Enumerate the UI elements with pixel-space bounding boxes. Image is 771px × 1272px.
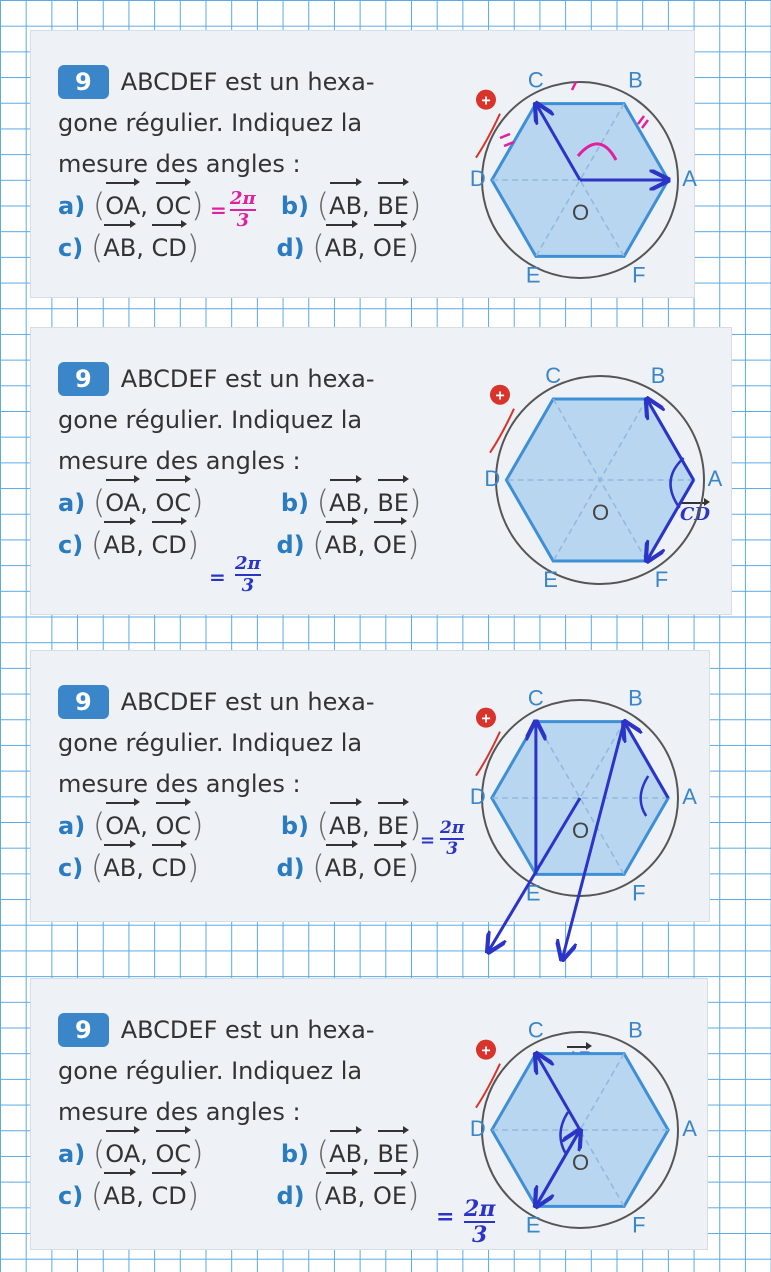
vertex-label-e: E (525, 880, 541, 906)
vector-label-cd: CD (680, 504, 710, 525)
exercise-number-badge: 9 (58, 65, 109, 99)
vector-ab: AB (325, 1176, 358, 1217)
vertex-label-d: D (469, 166, 486, 191)
exercise-text-line-1: ABCDEF est un hexa- (120, 1016, 375, 1044)
exercise-line-1 (58, 1010, 421, 1051)
question-label-a: a) (58, 489, 86, 517)
exercise-line-1 (58, 682, 421, 723)
answer-a-fraction: 2π 3 (230, 188, 256, 231)
questions-row-1: a) (OA, OC) b) (AB, BE) (58, 1133, 421, 1175)
vector-ab: AB (329, 483, 362, 524)
vector-ab: AB (103, 848, 136, 889)
exercise-text-line-2: gone régulier. Indiquez la (58, 406, 363, 434)
question-label-d: d) (276, 854, 305, 882)
vertex-label-f: F (632, 880, 646, 906)
exercise-text (58, 682, 421, 889)
exercise-text-line-1: ABCDEF est un hexa- (120, 68, 375, 96)
orientation-plus-sign: + (481, 1042, 491, 1060)
exercise-text-line-1: ABCDEF est un hexa- (120, 688, 375, 716)
vector-oc: OC (155, 1134, 191, 1175)
answer-b-fraction: 2π 3 (440, 818, 465, 859)
vector-oc: OC (155, 806, 191, 847)
exercise-text (58, 62, 421, 269)
question-label-c: c) (58, 531, 84, 559)
vector-ab: AB (329, 1134, 362, 1175)
vector-cd: CD (151, 848, 186, 889)
hexagon-figure-2 (480, 362, 730, 602)
vector-oe: OE (373, 228, 407, 269)
vector-ab: AB (325, 228, 358, 269)
vector-be: BE (377, 186, 409, 227)
question-label-d: d) (276, 1182, 305, 1210)
vertex-label-a: A (682, 784, 697, 809)
vector-oe: OE (373, 1176, 407, 1217)
orientation-plus-sign: + (481, 710, 491, 728)
vector-oc: OC (155, 483, 191, 524)
questions-row-2: c) (AB, CD) d) (AB, OE) (58, 847, 421, 889)
question-label-a: a) (58, 1140, 86, 1168)
exercise-text-line-2: gone régulier. Indiquez la (58, 1057, 363, 1085)
vertex-label-b: B (650, 362, 666, 388)
vector-ab: AB (103, 228, 136, 269)
answer-b-equals: = (420, 830, 436, 851)
answer-c-fraction: 2π 3 (235, 553, 261, 596)
orientation-arrow (476, 114, 500, 158)
vector-ab: AB (325, 525, 358, 566)
orientation-arrow (476, 1064, 500, 1108)
vector-cd: CD (151, 525, 186, 566)
exercise-number-badge: 9 (58, 685, 109, 719)
vertex-label-f: F (632, 1212, 646, 1238)
center-label-o: O (592, 500, 610, 525)
question-label-d: d) (276, 234, 305, 262)
vector-ab: AB (329, 806, 362, 847)
exercise-line-1 (58, 62, 421, 103)
vertex-label-e: E (525, 1212, 541, 1238)
vector-oe: OE (373, 525, 407, 566)
vector-cd: CD (151, 228, 186, 269)
vertex-label-e: E (525, 262, 541, 288)
vertex-label-a: A (707, 466, 723, 491)
vertex-label-d: D (469, 784, 486, 809)
vertex-label-c: C (545, 362, 562, 388)
answer-a-equals: = (210, 198, 227, 222)
vertex-label-b: B (628, 67, 643, 93)
exercise-text-line-2: gone régulier. Indiquez la (58, 729, 363, 757)
vertex-label-d: D (469, 1116, 486, 1141)
exercise-text-line-3: mesure des angles : (58, 770, 301, 798)
question-label-b: b) (280, 489, 310, 517)
question-label-b: b) (280, 192, 310, 220)
questions-row-2: c) (AB, CD) d) (AB, OE) (58, 524, 421, 566)
orientation-plus-sign: + (495, 387, 505, 405)
vector-oa: OA (105, 806, 140, 847)
exercise-text-line-3: mesure des angles : (58, 1098, 301, 1126)
answer-c-equals: = (209, 565, 226, 589)
exercise-text-line-2: gone régulier. Indiquez la (58, 109, 363, 137)
vertex-label-c: C (527, 67, 544, 93)
vector-oa: OA (105, 186, 140, 227)
vector-oe: OE (373, 848, 407, 889)
hexagon-figure-3 (470, 680, 710, 955)
questions-row-1: a) (OA, OC) b) (AB, BE) (58, 185, 421, 227)
vertex-label-e: E (543, 567, 558, 593)
center-label-o: O (572, 200, 590, 225)
vector-ab: AB (325, 848, 358, 889)
vector-cd: CD (151, 1176, 186, 1217)
vector-oc: OC (155, 186, 191, 227)
exercise-number-badge: 9 (58, 1013, 109, 1047)
question-label-a: a) (58, 812, 86, 840)
vertex-label-a: A (682, 166, 697, 191)
question-label-b: b) (280, 812, 310, 840)
exercise-number-badge: 9 (58, 362, 109, 396)
vector-be: BE (377, 806, 409, 847)
question-label-b: b) (280, 1140, 310, 1168)
answer-d-equals: = (436, 1204, 455, 1230)
vertex-label-d: D (484, 466, 501, 491)
vector-ab: AB (329, 186, 362, 227)
vector-ab: AB (103, 1176, 136, 1217)
vector-be: BE (377, 483, 409, 524)
vertex-label-f: F (632, 262, 646, 288)
question-label-d: d) (276, 531, 305, 559)
vector-oa: OA (105, 483, 140, 524)
orientation-plus-sign: + (481, 92, 491, 110)
exercise-text (58, 359, 421, 566)
questions-row-1: a) (OA, OC) b) (AB, BE) (58, 482, 421, 524)
exercise-text (58, 1010, 421, 1217)
question-label-c: c) (58, 854, 84, 882)
vertex-label-c: C (527, 1017, 544, 1043)
hexagon-figure-1 (469, 60, 700, 288)
exercise-text-line-3: mesure des angles : (58, 150, 301, 178)
vertex-label-f: F (654, 567, 669, 593)
exercise-text-line-3: mesure des angles : (58, 447, 301, 475)
exercise-text-line-1: ABCDEF est un hexa- (120, 365, 375, 393)
center-label-o: O (572, 818, 590, 843)
vector-oa: OA (105, 1134, 140, 1175)
vector-ab: AB (103, 525, 136, 566)
hexagon-figure-4 (469, 1010, 700, 1238)
exercise-line-1 (58, 359, 421, 400)
vertex-label-b: B (628, 1017, 643, 1043)
vertex-label-a: A (682, 1116, 697, 1141)
question-label-a: a) (58, 192, 86, 220)
questions-row-2: c) (AB, CD) d) (AB, OE) (58, 1175, 421, 1217)
question-label-c: c) (58, 234, 84, 262)
orientation-arrow (476, 732, 500, 776)
vertex-label-b: B (628, 685, 643, 711)
questions-row-1: a) (OA, OC) b) (AB, BE) (58, 805, 421, 847)
center-label-o: O (572, 1150, 590, 1175)
answer-d-fraction: 2π 3 (464, 1196, 496, 1248)
vector-be: BE (377, 1134, 409, 1175)
questions-row-2: c) (AB, CD) d) (AB, OE) (58, 227, 421, 269)
vertex-label-c: C (527, 685, 544, 711)
question-label-c: c) (58, 1182, 84, 1210)
